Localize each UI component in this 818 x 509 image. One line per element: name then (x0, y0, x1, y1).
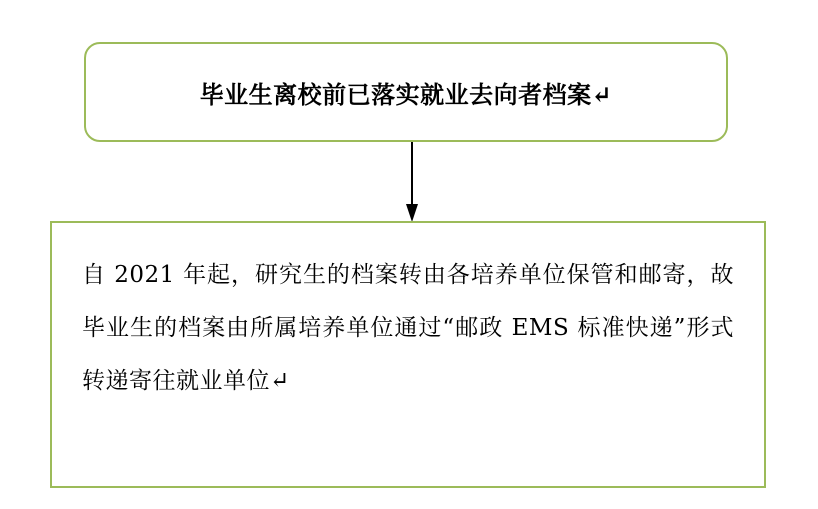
arrow-down-icon-svg (404, 142, 420, 222)
flowchart-node-top[interactable] (84, 42, 728, 142)
flowchart-node-bottom-label: 自 2021 年起，研究生的档案转由各培养单位保管和邮寄，故毕业生的档案由所属培养单位通过“邮政 EMS 标准快递”形式转递寄往就业单位↵ (82, 262, 734, 394)
flowchart-node-bottom[interactable] (50, 221, 766, 488)
flowchart-node-top-label: 毕业生离校前已落实就业去向者档案↵ (199, 79, 613, 109)
arrow-down-icon (404, 142, 420, 222)
